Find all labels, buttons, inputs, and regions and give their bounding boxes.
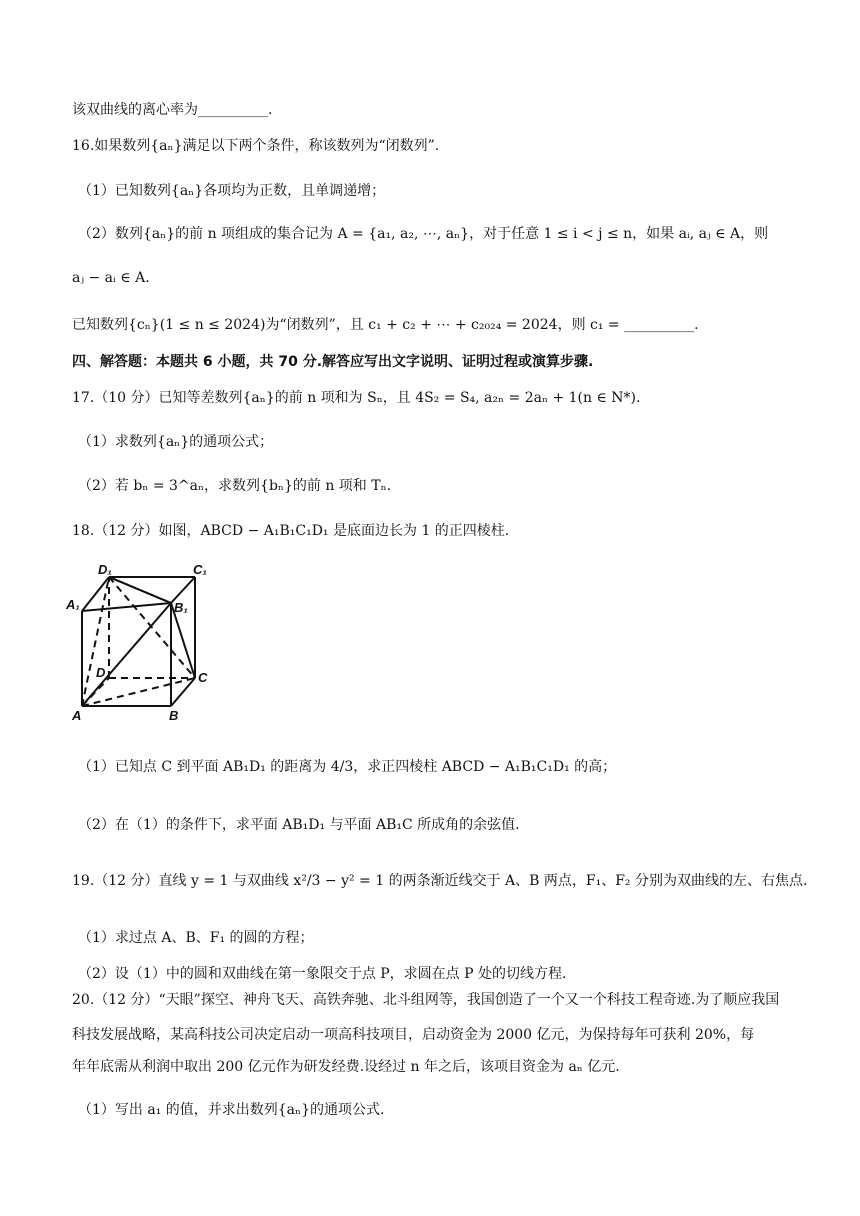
- problem-16-cond1: （1）已知数列{aₙ}各项均为正数，且单调递增；: [78, 183, 386, 199]
- problem-16-cond2: （2）数列{aₙ}的前 n 项组成的集合记为 A = {a₁, a₂, ⋯, aₙ}，对于任意 1 ≤ i < j ≤ n，如果 aᵢ, aⱼ ∈ A，则: [78, 226, 769, 242]
- label-a1: A₁: [66, 597, 80, 612]
- problem-19-part2: （2）设（1）中的圆和双曲线在第一象限交于点 P，求圆在点 P 处的切线方程.: [78, 966, 567, 982]
- edge-a-d1: [82, 577, 109, 706]
- problem-17-title: 17.（10 分）已知等差数列{aₙ}的前 n 项和为 Sₙ，且 4S₂ = S₄, a₂ₙ = 2aₙ + 1(n ∈ N*).: [72, 390, 641, 406]
- label-b1: B₁: [174, 600, 188, 615]
- edge-b-c: [171, 678, 195, 706]
- label-d: D: [96, 665, 106, 680]
- label-a: A: [72, 708, 82, 723]
- label-c1: C₁: [193, 562, 207, 577]
- label-b: B: [169, 708, 179, 723]
- problem-20-line2: 科技发展战略，某高科技公司决定启动一项高科技项目，启动资金为 2000 亿元，为保持每年可获利 20%，每: [72, 1027, 755, 1043]
- label-c: C: [198, 670, 208, 685]
- problem-17-part2: （2）若 bₙ = 3^aₙ，求数列{bₙ}的前 n 项和 Tₙ.: [78, 478, 392, 494]
- problem-19-title: 19.（12 分）直线 y = 1 与双曲线 x²/3 − y² = 1 的两条渐近线交于 A、B 两点，F₁、F₂ 分别为双曲线的左、右焦点.: [72, 873, 808, 889]
- problem-20-line1: 20.（12 分）“天眼”探空、神舟飞天、高铁奔驰、北斗组网等，我国创造了一个又一个科技工程奇迹.为了顺应我国: [72, 992, 780, 1008]
- problem-16-title: 16.如果数列{aₙ}满足以下两个条件，称该数列为“闭数列”.: [72, 138, 440, 154]
- section-4-heading: 四、解答题：本题共 6 小题，共 70 分.解答应写出文字说明、证明过程或演算步骤.: [72, 354, 594, 370]
- problem-16-question: 已知数列{cₙ}(1 ≤ n ≤ 2024)为“闭数列”，且 c₁ + c₂ + ⋯ + c₂₀₂₄ = 2024，则 c₁ = __________.: [72, 317, 699, 333]
- edge-a-c: [82, 678, 195, 706]
- problem-16-cond2-cont: aⱼ − aᵢ ∈ A.: [72, 270, 150, 286]
- problem-19-part1: （1）求过点 A、B、F₁ 的圆的方程；: [78, 930, 314, 946]
- prism-figure: [60, 560, 230, 725]
- problem-20-line3: 年年底需从利润中取出 200 亿元作为研发经费.设经过 n 年之后，该项目资金为 aₙ 亿元.: [72, 1059, 620, 1075]
- problem-17-part1: （1）求数列{aₙ}的通项公式；: [78, 434, 274, 450]
- edge-a-b1: [82, 603, 171, 706]
- edge-d1-b1-diag: [109, 577, 171, 603]
- label-d1: D₁: [98, 562, 112, 577]
- problem-18-title: 18.（12 分）如图，ABCD − A₁B₁C₁D₁ 是底面边长为 1 的正四棱柱.: [72, 523, 510, 539]
- problem-20-part1: （1）写出 a₁ 的值，并求出数列{aₙ}的通项公式.: [78, 1102, 385, 1118]
- problem-18-part2: （2）在（1）的条件下，求平面 AB₁D₁ 与平面 AB₁C 所成角的余弦值.: [78, 817, 520, 833]
- line-15-tail: 该双曲线的离心率为__________.: [72, 102, 273, 118]
- edge-a1-b1: [82, 603, 171, 611]
- problem-18-part1: （1）已知点 C 到平面 AB₁D₁ 的距离为 4/3，求正四棱柱 ABCD − A₁B₁C₁D₁ 的高；: [78, 759, 617, 775]
